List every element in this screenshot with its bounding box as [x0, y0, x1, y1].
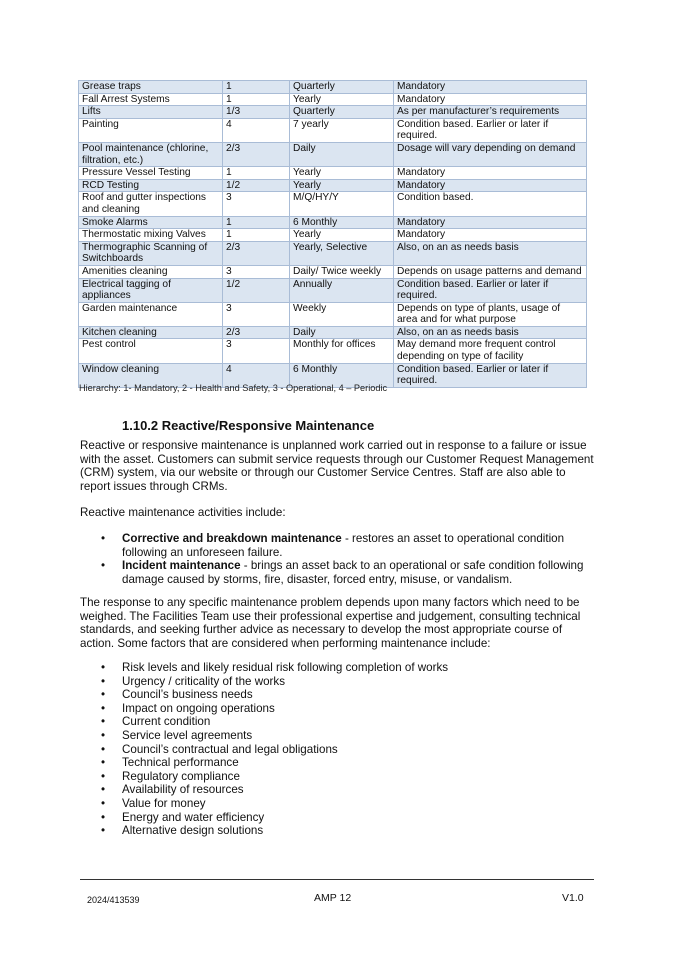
table-row	[79, 93, 587, 106]
bullet-icon: •	[101, 701, 106, 715]
cell-frequency: Yearly	[290, 229, 394, 242]
factor-text: Technical performance	[122, 756, 239, 770]
cell-item: Garden maintenance	[79, 302, 223, 326]
cell-item: Thermostatic mixing Valves	[79, 229, 223, 242]
cell-notes: Also, on an as needs basis	[394, 326, 587, 339]
list-item	[80, 743, 595, 757]
list-item	[80, 661, 595, 675]
cell-hierarchy: 4	[223, 363, 290, 387]
cell-hierarchy: 3	[223, 192, 290, 216]
activities-intro: Reactive maintenance activities include:	[80, 506, 286, 519]
factor-text: Energy and water efficiency	[122, 810, 265, 824]
cell-hierarchy: 2/3	[223, 241, 290, 265]
cell-item: Grease traps	[79, 81, 223, 94]
cell-item: Thermographic Scanning of Switchboards	[79, 241, 223, 265]
factor-text: Current condition	[122, 715, 211, 729]
cell-hierarchy: 4	[223, 118, 290, 142]
cell-notes: Condition based.	[394, 192, 587, 216]
bullet-icon: •	[101, 783, 106, 797]
table-row	[79, 326, 587, 339]
cell-notes: As per manufacturer’s requirements	[394, 106, 587, 119]
list-item	[80, 756, 595, 770]
cell-frequency: Quarterly	[290, 81, 394, 94]
cell-hierarchy: 1	[223, 93, 290, 106]
factor-text: Value for money	[122, 796, 206, 810]
factor-text: Impact on ongoing operations	[122, 701, 275, 715]
bullet-icon: •	[101, 559, 106, 573]
cell-frequency: Yearly, Selective	[290, 241, 394, 265]
cell-frequency: Monthly for offices	[290, 339, 394, 363]
cell-frequency: Yearly	[290, 179, 394, 192]
cell-item: Smoke Alarms	[79, 216, 223, 229]
table-row	[79, 179, 587, 192]
cell-notes: Mandatory	[394, 179, 587, 192]
cell-item: Amenities cleaning	[79, 265, 223, 278]
bullet-icon: •	[101, 661, 106, 674]
cell-item: Pressure Vessel Testing	[79, 167, 223, 180]
activity-term: Incident maintenance	[122, 559, 241, 573]
cell-frequency: Yearly	[290, 93, 394, 106]
cell-frequency: Daily	[290, 142, 394, 166]
cell-hierarchy: 3	[223, 339, 290, 363]
footer-title: AMP 12	[314, 892, 352, 904]
table-row	[79, 216, 587, 229]
cell-hierarchy: 1	[223, 216, 290, 229]
table-row	[79, 241, 587, 265]
cell-hierarchy: 1	[223, 167, 290, 180]
cell-hierarchy: 3	[223, 265, 290, 278]
list-item	[80, 770, 595, 784]
cell-item: Kitchen cleaning	[79, 326, 223, 339]
table-row	[79, 339, 587, 363]
bullet-icon: •	[101, 728, 106, 742]
bullet-icon: •	[101, 769, 106, 783]
cell-hierarchy: 2/3	[223, 142, 290, 166]
cell-notes: Mandatory	[394, 81, 587, 94]
cell-hierarchy: 1	[223, 81, 290, 94]
activity-desc: - brings an asset back to an operational or safe condition following damage caused by storms, fire, disaster, forced entry, misuse, or vandalism.	[122, 559, 584, 586]
cell-frequency: Yearly	[290, 167, 394, 180]
cell-notes: Depends on usage patterns and demand	[394, 265, 587, 278]
factor-text: Urgency / criticality of the works	[122, 674, 286, 688]
cell-notes: May demand more frequent control depending on type of facility	[394, 339, 587, 363]
table-row	[79, 142, 587, 166]
cell-notes: Also, on an as needs basis	[394, 241, 587, 265]
cell-item: Painting	[79, 118, 223, 142]
intro-paragraph: Reactive or responsive maintenance is unplanned work carried out in response to a failure or issue with the asset. Customers can submit service requests through our Customer Request Management (CRM) system, via our website or through our Customer Service Centres. Staff are also able to report issues through CRMs.	[80, 439, 594, 493]
cell-notes: Mandatory	[394, 167, 587, 180]
bullet-icon: •	[101, 715, 106, 729]
cell-frequency: 7 yearly	[290, 118, 394, 142]
table-row	[79, 106, 587, 119]
cell-frequency: 6 Monthly	[290, 363, 394, 387]
footer-version: V1.0	[562, 892, 584, 904]
cell-frequency: Daily	[290, 326, 394, 339]
table-row	[79, 302, 587, 326]
list-item	[80, 729, 595, 743]
cell-frequency: Daily/ Twice weekly	[290, 265, 394, 278]
table-row	[79, 265, 587, 278]
cell-hierarchy: 1/3	[223, 106, 290, 119]
cell-frequency: M/Q/HY/Y	[290, 192, 394, 216]
maintenance-schedule-table	[78, 80, 587, 388]
cell-frequency: Quarterly	[290, 106, 394, 119]
list-item	[80, 688, 595, 702]
list-item	[80, 783, 595, 797]
cell-item: Pest control	[79, 339, 223, 363]
bullet-icon: •	[101, 532, 106, 545]
list-item	[80, 824, 595, 838]
list-item	[80, 797, 595, 811]
activities-list	[80, 532, 595, 586]
cell-notes: Condition based. Earlier or later if required.	[394, 363, 587, 387]
cell-hierarchy: 2/3	[223, 326, 290, 339]
list-item	[80, 811, 595, 825]
footer-doc-id: 2024/413539	[87, 895, 140, 905]
cell-notes: Mandatory	[394, 93, 587, 106]
factor-text: Council’s contractual and legal obligations	[122, 742, 338, 756]
cell-item: Window cleaning	[79, 363, 223, 387]
list-item	[80, 702, 595, 716]
list-item	[80, 532, 595, 559]
table-row	[79, 192, 587, 216]
table-row	[79, 81, 587, 94]
cell-hierarchy: 1	[223, 229, 290, 242]
hierarchy-legend: Hierarchy: 1- Mandatory, 2 - Health and Safety, 3 - Operational, 4 – Periodic	[79, 383, 388, 393]
response-paragraph: The response to any specific maintenance problem depends upon many factors which need to be weighed. The Facilities Team use their professional expertise and judgement, consulting technical standards, and seeking further advice as necessary to develop the most appropriate course of action. Some factors that are considered when performing maintenance include:	[80, 596, 581, 650]
cell-notes: Condition based. Earlier or later if required.	[394, 118, 587, 142]
footer-divider	[80, 879, 594, 880]
cell-item: Lifts	[79, 106, 223, 119]
cell-hierarchy: 1/2	[223, 179, 290, 192]
cell-notes: Mandatory	[394, 229, 587, 242]
table-row	[79, 167, 587, 180]
cell-frequency: 6 Monthly	[290, 216, 394, 229]
cell-notes: Depends on type of plants, usage of area and for what purpose	[394, 302, 587, 326]
cell-hierarchy: 3	[223, 302, 290, 326]
list-item	[80, 559, 595, 586]
cell-item: RCD Testing	[79, 179, 223, 192]
table-row	[79, 118, 587, 142]
list-item	[80, 715, 595, 729]
bullet-icon: •	[101, 674, 106, 688]
cell-item: Roof and gutter inspections and cleaning	[79, 192, 223, 216]
factor-text: Regulatory compliance	[122, 769, 240, 783]
table-row	[79, 278, 587, 302]
factor-text: Service level agreements	[122, 728, 253, 742]
cell-notes: Mandatory	[394, 216, 587, 229]
factors-list	[80, 661, 595, 838]
table-row	[79, 229, 587, 242]
cell-item: Electrical tagging of appliances	[79, 278, 223, 302]
factor-text: Alternative design solutions	[122, 824, 264, 838]
activity-desc: - restores an asset to operational condition following an unforeseen failure.	[122, 532, 565, 559]
activity-term: Corrective and breakdown maintenance	[122, 532, 342, 545]
bullet-icon: •	[101, 824, 106, 838]
cell-frequency: Annually	[290, 278, 394, 302]
cell-item: Fall Arrest Systems	[79, 93, 223, 106]
bullet-icon: •	[101, 688, 106, 702]
cell-hierarchy: 1/2	[223, 278, 290, 302]
factor-text: Risk levels and likely residual risk following completion of works	[122, 661, 449, 674]
cell-notes: Dosage will vary depending on demand	[394, 142, 587, 166]
factor-text: Council’s business needs	[122, 688, 253, 702]
cell-frequency: Weekly	[290, 302, 394, 326]
section-heading: 1.10.2 Reactive/Responsive Maintenance	[122, 418, 375, 433]
bullet-icon: •	[101, 742, 106, 756]
list-item	[80, 675, 595, 689]
cell-item: Pool maintenance (chlorine, filtration, etc.)	[79, 142, 223, 166]
bullet-icon: •	[101, 756, 106, 770]
factor-text: Availability of resources	[122, 783, 244, 797]
bullet-icon: •	[101, 810, 106, 824]
cell-notes: Condition based. Earlier or later if required.	[394, 278, 587, 302]
bullet-icon: •	[101, 796, 106, 810]
